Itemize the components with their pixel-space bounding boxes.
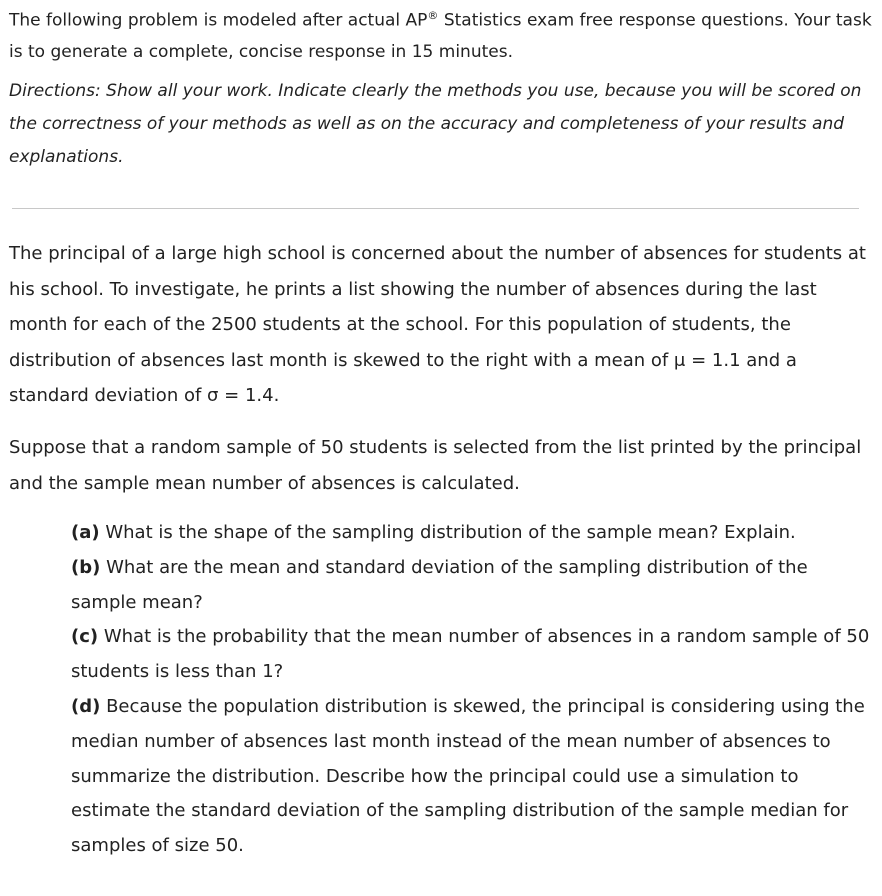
intro-text <box>9 0 875 68</box>
registered-mark: ® <box>427 9 439 22</box>
question-d-text: Because the population distribution is skewed, the principal is considering using the median number of absences last month instead of the mean number of absences to summarize the distribution. Describe how the principal could use a simulation to estimate the standard deviation of the sampling distribution of the sample median for samples of size 50. <box>71 695 865 857</box>
question-c-label: (c) <box>71 626 99 648</box>
problem-paragraph-2: Suppose that a random sample of 50 students is selected from the list printed by the principal and the sample mean number of absences is calculated. <box>9 437 862 494</box>
intro-after-mark: Statistics exam free response questions. Your task is to generate a complete, concise response in 15 minutes. <box>9 10 872 62</box>
problem-paragraph-1: The principal of a large high school is concerned about the number of absences for students at his school. To investigate, he prints a list showing the number of absences during the last month for each of the 2500 students at the school. For this population of students, the distribution of absences last month is skewed to the right with a mean of μ = 1.1 and a standard deviation of σ = 1.4. <box>9 243 866 406</box>
question-d-label: (d) <box>71 695 101 717</box>
section-divider <box>12 208 859 209</box>
question-c-text: What is the probability that the mean number of absences in a random sample of 50 students is less than 1? <box>71 626 870 683</box>
question-a-label: (a) <box>71 522 100 543</box>
question-c <box>71 620 871 690</box>
question-b-label: (b) <box>71 556 101 578</box>
intro-before-mark: The following problem is modeled after actual AP <box>9 10 428 31</box>
question-b <box>71 551 871 621</box>
directions-text: Directions: Show all your work. Indicate clearly the methods you use, because you will be scored on the correctness of your methods as well as on the accuracy and completeness of your results and explanations. <box>9 81 862 167</box>
question-d <box>71 690 871 864</box>
question-a <box>71 516 871 551</box>
question-a-text: What is the shape of the sampling distribution of the sample mean? Explain. <box>99 522 796 543</box>
question-b-text: What are the mean and standard deviation of the sampling distribution of the sample mean? <box>71 556 808 613</box>
question-list <box>71 516 871 864</box>
